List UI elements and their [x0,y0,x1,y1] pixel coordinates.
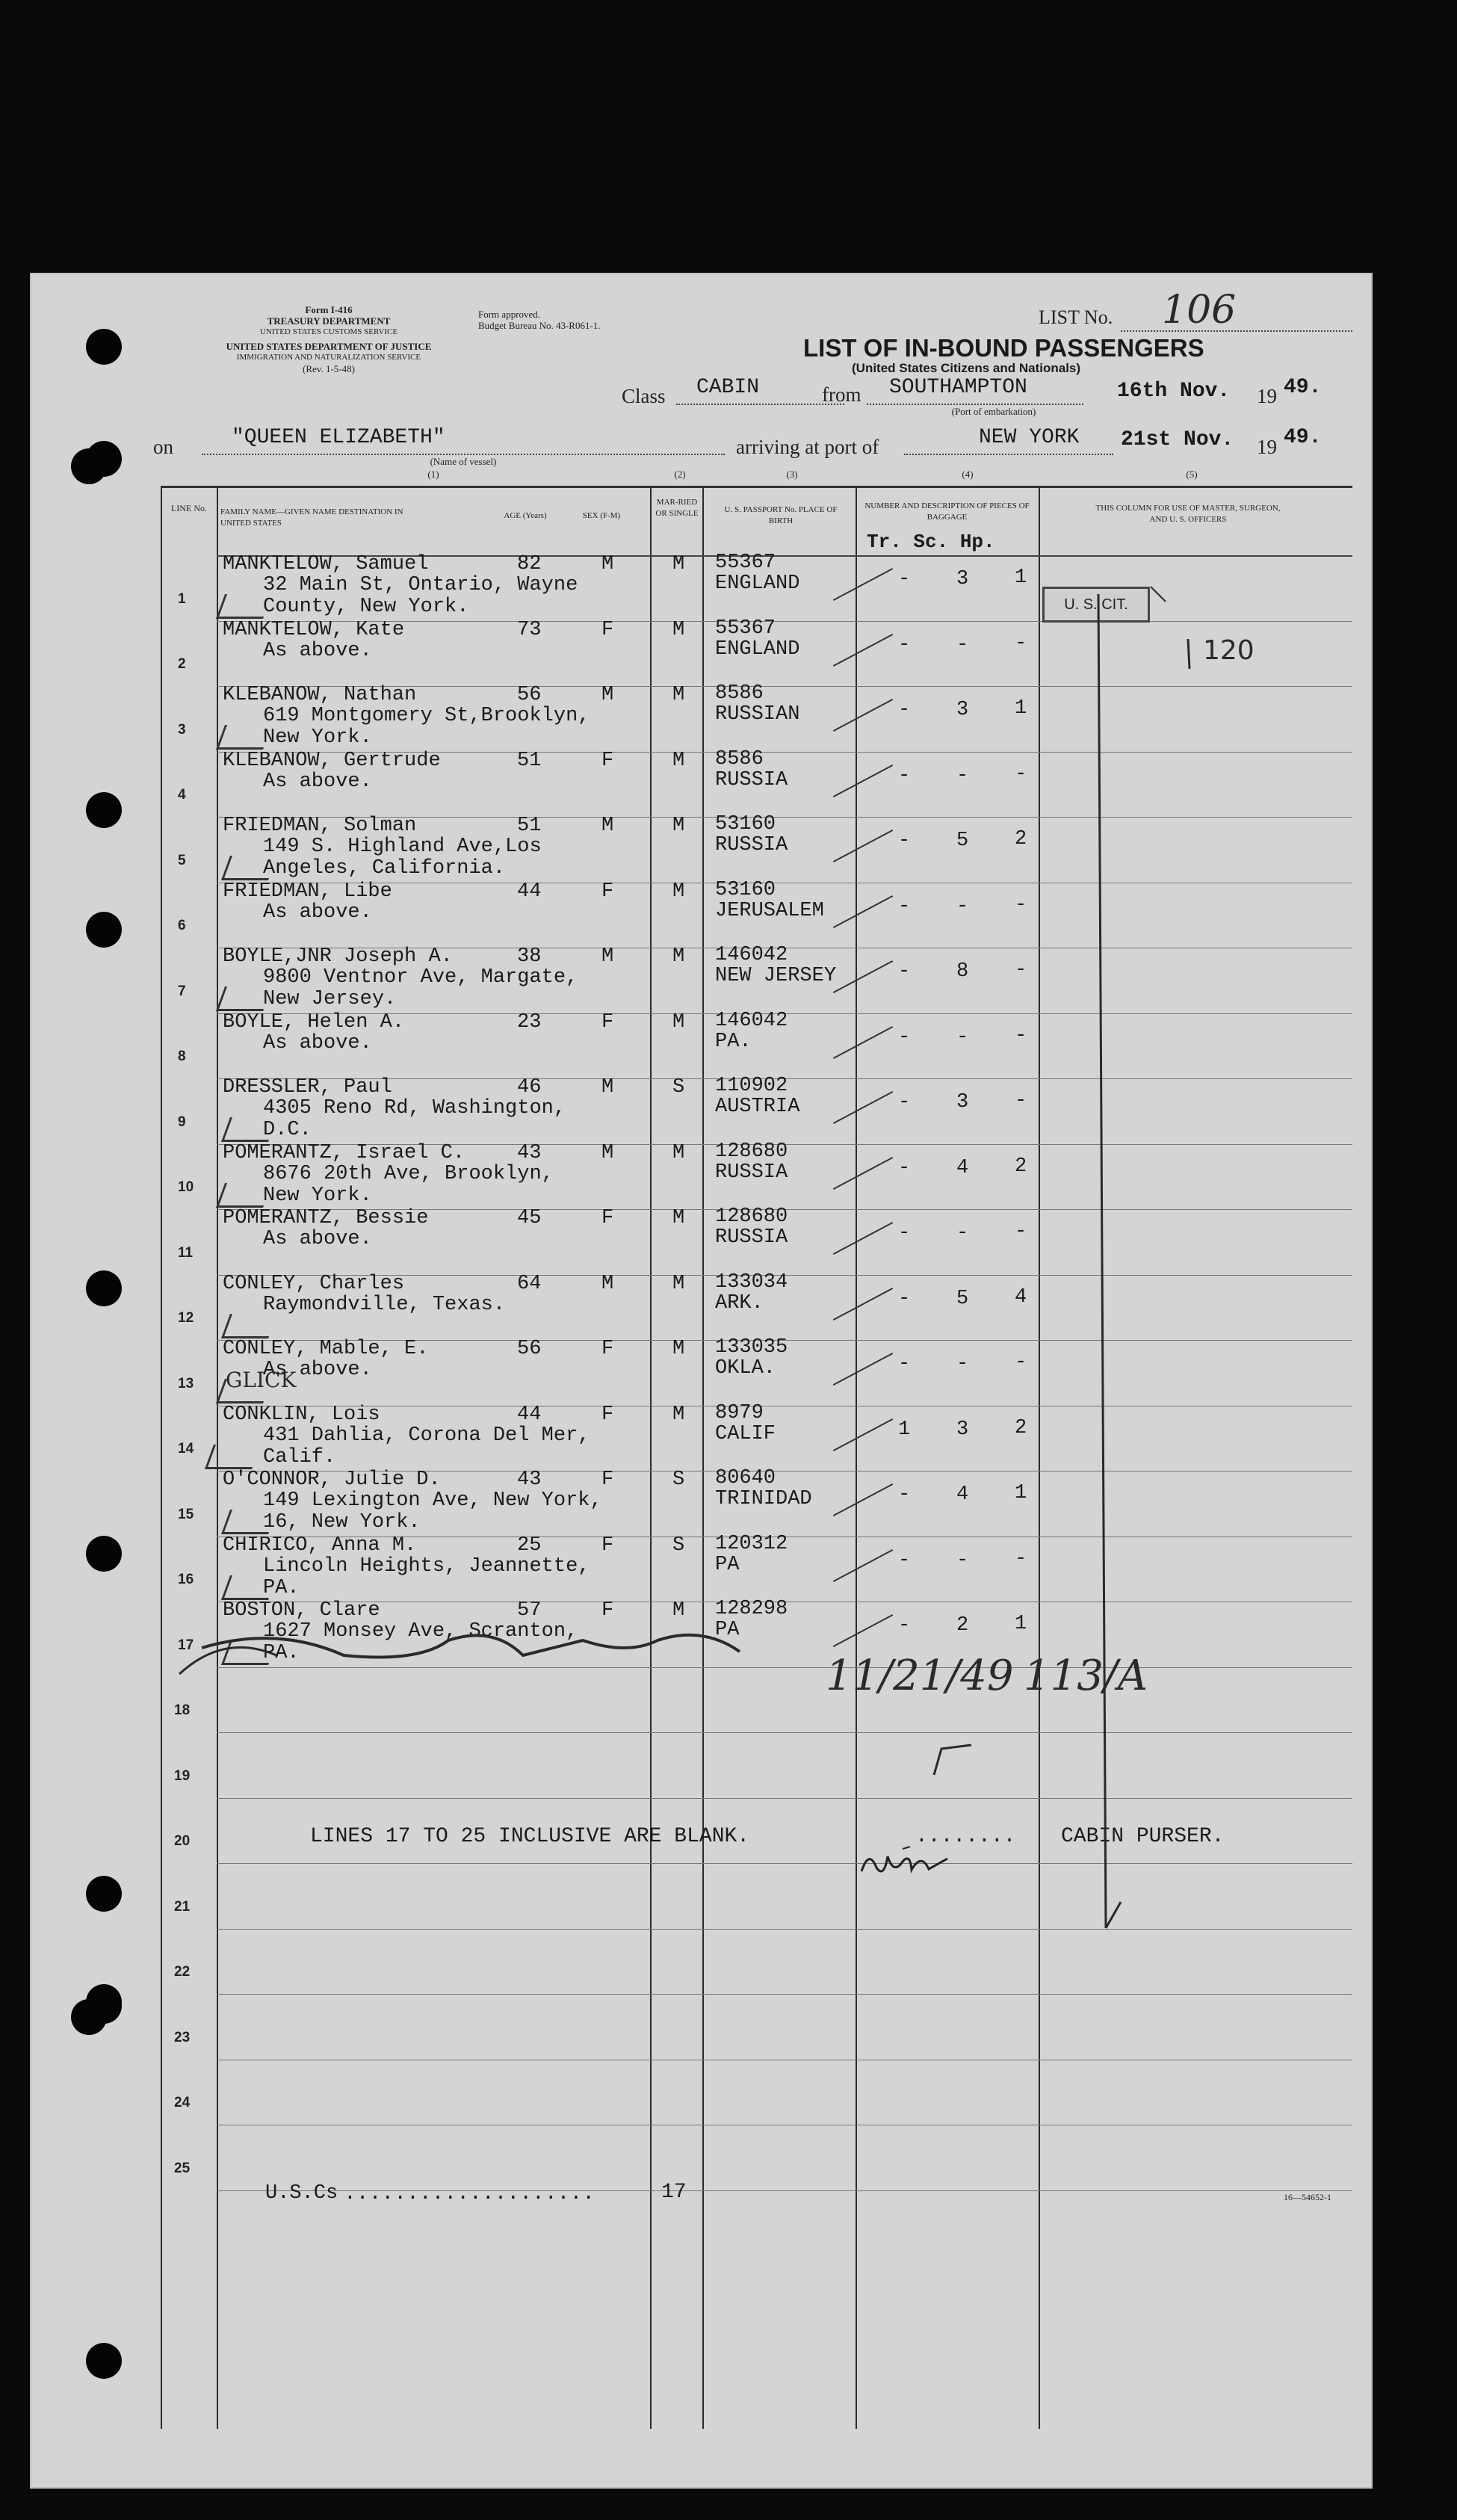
baggage-sc: - [956,895,969,918]
passport-number: 53160 [715,878,776,901]
line-number: 7 [178,983,186,999]
baggage-sc: - [956,1353,969,1375]
depart-year-prefix: 19 [1257,385,1277,407]
place-of-birth: PA. [715,1030,752,1053]
passenger-destination: 1627 Monsey Ave, Scranton, PA. [263,1620,578,1664]
passenger-marital-status: M [672,1403,685,1426]
document-page [30,273,1373,2489]
line-number: 19 [174,1767,191,1784]
place-of-birth: NEW JERSEY [715,965,837,987]
baggage-sc: 3 [956,568,969,590]
passenger-sex: F [601,880,614,903]
line-number: 16 [178,1572,194,1587]
customs-service: UNITED STATES CUSTOMS SERVICE [259,327,398,336]
vessel-caption: (Name of vessel) [430,456,497,467]
hand-time: 113/A [1024,1652,1148,1700]
passenger-name: BOYLE,JNR Joseph A. [223,945,453,968]
passport-number: 120312 [715,1532,788,1555]
passenger-age: 73 [517,618,542,641]
passenger-marital-status: M [672,553,685,575]
passport-number: 110902 [715,1075,788,1097]
baggage-hp: - [1015,631,1027,655]
passenger-name: POMERANTZ, Israel C. [223,1141,465,1164]
baggage-tr: - [898,633,911,656]
place-of-birth: RUSSIA [715,834,788,856]
baggage-tr: - [898,764,911,787]
passenger-marital-status: M [672,1599,685,1622]
arrive-port: NEW YORK [979,426,1080,449]
passenger-destination: 9800 Ventnor Ave, Margate, New Jersey. [263,966,578,1010]
passport-number: 128298 [715,1598,788,1620]
passport-number: 133034 [715,1270,788,1294]
passenger-age: 44 [517,1403,542,1426]
baggage-tr: 1 [898,1418,911,1441]
document-title: LIST OF IN-BOUND PASSENGERS [803,334,1204,362]
passenger-sex: F [601,1599,614,1622]
budget-bureau: Budget Bureau No. 43-R061-1. [478,320,601,331]
passenger-marital-status: M [672,1207,685,1229]
passport-number: 146042 [715,944,788,966]
handwriting-marks [30,273,1373,2489]
justice-dept: UNITED STATES DEPARTMENT OF JUSTICE [226,341,432,352]
place-of-birth: PA [715,1619,740,1641]
passenger-name: KLEBANOW, Nathan [223,684,417,706]
header-passport: U. S. PASSPORT No. PLACE OF BIRTH [724,505,838,525]
passenger-age: 57 [517,1599,542,1622]
passenger-name: CONLEY, Charles [223,1272,405,1295]
passenger-marital-status: S [672,1469,685,1491]
col-num-1: (1) [427,469,439,480]
passenger-age: 45 [517,1207,542,1229]
header-sex: SEX (F-M) [582,511,621,520]
line-number: 21 [174,1898,191,1915]
passenger-name: BOYLE, Helen A. [223,1010,405,1034]
blank-lines-notice: LINES 17 TO 25 INCLUSIVE ARE BLANK. [310,1825,750,1848]
passenger-sex: M [601,553,614,575]
baggage-hp: - [1015,762,1027,785]
glick-note: GLICK [226,1368,297,1392]
count-120: 120 [1203,635,1255,666]
baggage-sc: - [956,764,969,787]
passenger-destination: As above. [263,1228,372,1250]
passenger-sex: M [601,684,614,706]
baggage-tr: - [898,1091,911,1114]
line-number: 24 [174,2095,191,2110]
passenger-age: 25 [517,1534,542,1557]
passport-number: 146042 [715,1009,788,1032]
baggage-tr: - [898,1614,911,1637]
place-of-birth: JERUSALEM [715,899,824,922]
header-name: FAMILY NAME—GIVEN NAME DESTINATION IN UNITED STATES [220,507,403,528]
passenger-sex: F [601,1403,614,1426]
depart-year: 49. [1284,376,1322,399]
passenger-destination: As above. [263,639,372,662]
baggage-hp: 1 [1015,697,1027,720]
purser-dots: ........ [915,1825,1016,1848]
passenger-age: 82 [517,553,542,575]
line-number: 15 [178,1506,194,1522]
place-of-birth: TRINIDAD [715,1488,812,1510]
line-number: 22 [174,1964,191,1980]
from-value: SOUTHAMPTON [889,376,1027,399]
passenger-sex: F [601,749,614,772]
passenger-marital-status: M [672,1338,685,1360]
passport-number: 8586 [715,747,764,770]
list-no-label: LIST No. [1039,306,1113,328]
passport-number: 8979 [715,1401,764,1424]
passport-number: 80640 [715,1467,776,1489]
passenger-age: 51 [517,749,542,772]
passenger-sex: F [601,1469,614,1491]
baggage-tr: - [898,1025,911,1049]
passenger-marital-status: M [672,1272,685,1295]
passenger-age: 46 [517,1076,542,1099]
passenger-name: CONLEY, Mable, E. [223,1338,429,1360]
passenger-marital-status: M [672,749,685,772]
baggage-hp: - [1015,1351,1027,1374]
passenger-age: 43 [517,1141,542,1164]
passenger-marital-status: S [672,1534,685,1557]
baggage-hp: 2 [1015,828,1027,850]
baggage-hp: - [1015,1220,1027,1243]
baggage-hp: 1 [1015,1613,1027,1635]
col-num-2: (2) [674,469,686,480]
place-of-birth: ARK. [715,1291,764,1315]
place-of-birth: ENGLAND [715,637,800,661]
passenger-destination: 8676 20th Ave, Brooklyn, New York. [263,1162,554,1207]
line-number: 18 [174,1702,191,1718]
place-of-birth: OKLA. [715,1357,776,1380]
baggage-hp: - [1015,1090,1027,1112]
passenger-name: CHIRICO, Anna M. [223,1534,417,1557]
passenger-marital-status: M [672,945,685,968]
on-label: on [153,436,173,458]
passenger-name: MANKTELOW, Samuel [223,553,429,575]
passenger-destination: As above. [263,1031,372,1054]
baggage-tr: - [898,1353,911,1375]
baggage-sc: - [956,633,969,656]
passport-number: 8586 [715,682,764,705]
passenger-age: 44 [517,880,542,903]
place-of-birth: RUSSIA [715,1226,788,1249]
arrive-year-prefix: 19 [1257,436,1277,458]
line-number: 17 [178,1637,194,1653]
line-number: 14 [178,1441,194,1457]
uscs-count: 17 [661,2181,687,2204]
purser-title: CABIN PURSER. [1061,1825,1225,1848]
us-cit-stamp: U. S. CIT. [1042,587,1150,623]
passenger-destination: 149 S. Highland Ave,Los Angeles, California. [263,836,542,880]
passenger-name: O'CONNOR, Julie D. [223,1469,441,1491]
header-line-no: LINE No. [171,503,207,513]
baggage-hp: 1 [1015,1482,1027,1504]
passport-number: 55367 [715,552,776,574]
passenger-sex: M [601,1076,614,1099]
passenger-marital-status: M [672,1010,685,1034]
line-number: 1 [178,590,186,607]
from-label: from [822,383,861,406]
line-number: 10 [178,1179,194,1195]
passenger-name: BOSTON, Clare [223,1599,380,1622]
passport-number: 133035 [715,1336,788,1359]
vessel-name: "QUEEN ELIZABETH" [232,426,445,449]
line-number: 9 [178,1114,186,1130]
treasury-dept: TREASURY DEPARTMENT [267,315,391,327]
baggage-tr: - [898,1222,911,1244]
baggage-tr: - [898,830,911,852]
baggage-sc: 3 [956,1418,969,1441]
port-embark-caption: (Port of embarkation) [951,406,1036,417]
baggage-sc: - [956,1548,969,1572]
passport-number: 128680 [715,1205,788,1228]
passenger-destination: Raymondville, Texas. [263,1293,506,1316]
place-of-birth: PA [715,1553,740,1576]
passenger-name: DRESSLER, Paul [223,1076,392,1099]
passport-number: 55367 [715,617,776,640]
line-number: 3 [178,721,186,738]
passenger-destination: As above. [263,901,372,924]
passenger-age: 64 [517,1272,542,1295]
col-num-5: (5) [1186,469,1198,480]
uscs-label: U.S.Cs [265,2182,338,2205]
baggage-sc: 3 [956,699,969,721]
col-num-3: (3) [786,469,798,480]
baggage-sc: 3 [956,1091,969,1114]
passenger-destination: 431 Dahlia, Corona Del Mer, Calif. [263,1424,590,1469]
form-revision: (Rev. 1-5-48) [303,363,355,374]
baggage-sc: 5 [956,830,969,852]
line-number: 8 [178,1049,186,1064]
header-age: AGE (Years) [504,511,547,520]
passenger-marital-status: S [672,1076,685,1099]
passenger-age: 38 [517,945,542,968]
arrive-date: 21st Nov. [1121,428,1234,451]
baggage-hp: 2 [1015,1416,1027,1439]
passenger-name: CONKLIN, Lois [223,1403,380,1426]
line-number: 6 [178,918,186,933]
passenger-name: FRIEDMAN, Solman [223,815,417,837]
passenger-sex: M [601,945,614,968]
document-subtitle: (United States Citizens and Nationals) [852,361,1081,375]
passenger-age: 56 [517,684,542,706]
passenger-marital-status: M [672,880,685,903]
baggage-hp: 2 [1015,1155,1027,1178]
baggage-sc: 4 [956,1483,969,1506]
passenger-age: 51 [517,815,542,837]
baggage-hp: - [1015,893,1027,916]
baggage-tr: - [898,699,911,721]
line-number: 23 [174,2029,191,2045]
baggage-hp: - [1015,1547,1027,1570]
line-number: 12 [178,1310,194,1326]
passenger-sex: F [601,618,614,641]
hand-date: 11/21/49 [826,1652,1014,1700]
passenger-destination: 619 Montgomery St,Brooklyn, New York. [263,705,590,749]
baggage-tr: - [898,895,911,918]
place-of-birth: AUSTRIA [715,1096,800,1118]
passenger-name: POMERANTZ, Bessie [223,1207,429,1229]
line-number: 25 [174,2160,191,2176]
baggage-tr: - [898,1287,911,1310]
passenger-marital-status: M [672,1141,685,1164]
line-number: 11 [178,1244,194,1261]
header-baggage: NUMBER AND DESCRIPTION OF PIECES OF BAGGAGE [864,501,1030,522]
passenger-age: 23 [517,1010,542,1034]
place-of-birth: RUSSIA [715,1161,788,1184]
passport-number: 53160 [715,813,776,836]
passenger-age: 56 [517,1338,542,1360]
passenger-destination: As above. [263,1359,372,1381]
passenger-destination: 4305 Reno Rd, Washington, D.C. [263,1097,566,1141]
passenger-destination: 149 Lexington Ave, New York, 16, New York. [263,1489,602,1534]
baggage-hp: 4 [1015,1285,1027,1309]
baggage-hp: - [1015,959,1027,981]
passenger-sex: F [601,1534,614,1557]
baggage-tr: - [898,1548,911,1572]
passenger-sex: F [601,1207,614,1229]
class-value: CABIN [696,376,760,399]
line-number: 5 [178,852,186,868]
baggage-sc: 8 [956,960,969,983]
ins-service: IMMIGRATION AND NATURALIZATION SERVICE [236,353,421,362]
baggage-sc: 5 [956,1287,969,1310]
arriving-label: arriving at port of [736,436,879,458]
passenger-sex: M [601,815,614,837]
passenger-sex: M [601,1272,614,1295]
passenger-name: FRIEDMAN, Libe [223,880,392,903]
passenger-name: KLEBANOW, Gertrude [223,749,441,772]
col-num-4: (4) [962,469,974,480]
footer-code: 16—54652-1 [1284,2192,1331,2202]
header-officers: THIS COLUMN FOR USE OF MASTER, SURGEON, AND U. S. OFFICERS [1095,504,1281,524]
place-of-birth: CALIF [715,1422,776,1445]
place-of-birth: RUSSIA [715,768,788,791]
passenger-destination: Lincoln Heights, Jeannette, PA. [263,1554,590,1599]
form-approved: Form approved. [478,309,541,320]
passenger-destination: As above. [263,770,372,793]
passenger-sex: M [601,1141,614,1164]
header-married: MAR-RIED OR SINGLE [655,498,699,518]
depart-date: 16th Nov. [1117,380,1231,403]
passenger-sex: F [601,1010,614,1034]
line-number: 2 [178,656,186,672]
arrive-year: 49. [1284,426,1322,449]
baggage-tr: - [898,568,911,590]
baggage-tr: - [898,960,911,983]
line-number: 13 [178,1375,194,1392]
passenger-age: 43 [517,1469,542,1491]
baggage-tr: - [898,1483,911,1506]
baggage-sc: - [956,1025,969,1049]
passenger-marital-status: M [672,684,685,706]
class-label: Class [622,385,666,407]
baggage-sc: - [956,1222,969,1244]
passenger-sex: F [601,1338,614,1360]
line-number: 20 [174,1833,191,1849]
form-number: Form I-416 [305,304,353,315]
baggage-sc: 2 [956,1614,969,1637]
place-of-birth: ENGLAND [715,572,800,595]
passenger-marital-status: M [672,618,685,641]
baggage-sc: 4 [956,1156,969,1179]
passenger-name: MANKTELOW, Kate [223,618,405,641]
header-baggage-sub: Tr. Sc. Hp. [867,531,995,553]
list-no-value: 106 [1162,288,1237,333]
baggage-hp: - [1015,1024,1027,1047]
line-number: 4 [178,787,186,803]
passenger-marital-status: M [672,815,685,837]
passport-number: 128680 [715,1140,788,1163]
baggage-tr: - [898,1156,911,1179]
place-of-birth: RUSSIAN [715,703,800,726]
baggage-hp: 1 [1015,566,1027,589]
passenger-destination: 32 Main St, Ontario, Wayne County, New York. [263,574,578,618]
uscs-dots: .................... [344,2182,596,2205]
